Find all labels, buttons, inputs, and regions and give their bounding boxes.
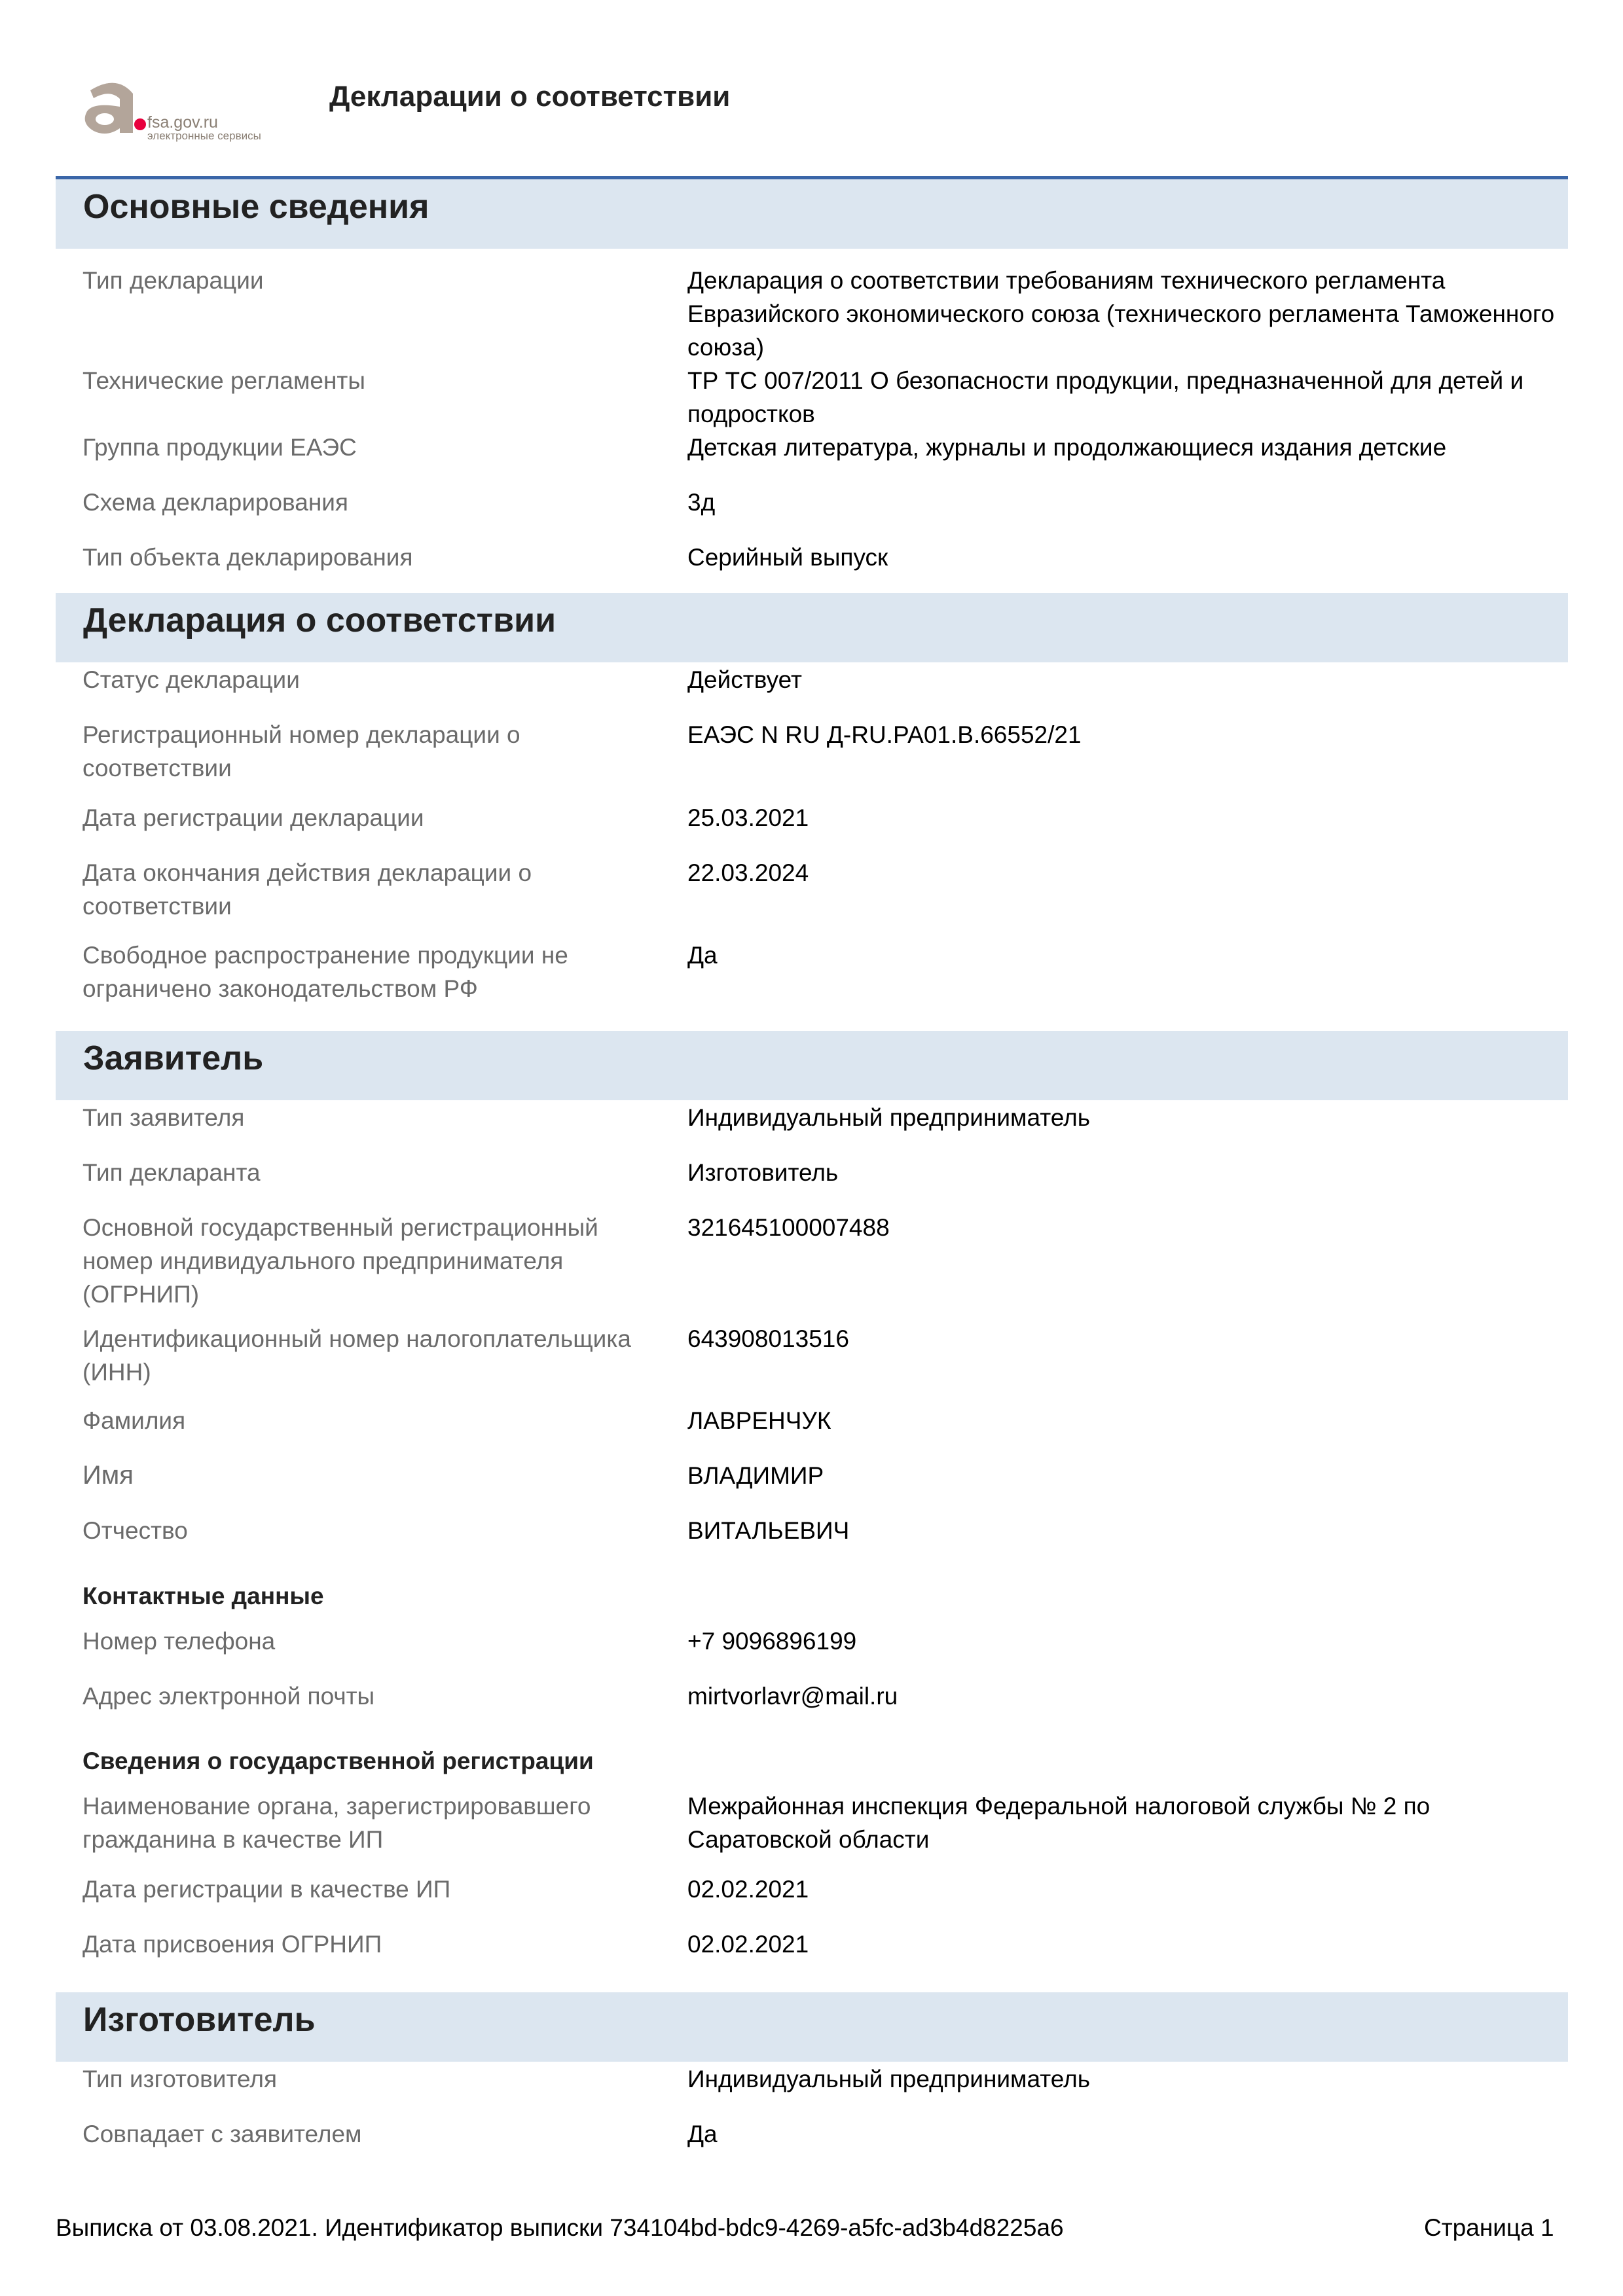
field-label: Наименование органа, зарегистрировавшего гражданина в качестве ИП <box>82 1793 591 1853</box>
field-label: Группа продукции ЕАЭС <box>82 434 357 461</box>
section-applicant-header <box>56 1031 1568 1100</box>
field-value: 643908013516 <box>687 1325 849 1352</box>
section-title: Декларация о соответствии <box>83 601 556 639</box>
field-value: ЛАВРЕНЧУК <box>687 1407 831 1434</box>
field-value: mirtvorlavr@mail.ru <box>687 1683 898 1710</box>
field-value: 25.03.2021 <box>687 804 809 831</box>
field-value: ЕАЭС N RU Д-RU.РА01.В.66552/21 <box>687 721 1082 748</box>
contacts-subheading: Контактные данные <box>82 1583 324 1609</box>
field-label: Дата окончания действия декларации о соответствии <box>82 859 532 920</box>
field-label: Совпадает с заявителем <box>82 2121 362 2147</box>
field-label: Номер телефона <box>82 1628 276 1655</box>
section-basic-header <box>56 179 1568 249</box>
field-value: Декларация о соответствии требованиям технического регламента Евразийского экономического союза (технического регламента Таможенного союза) <box>687 267 1555 361</box>
field-label: Регистрационный номер декларации о соответствии <box>82 721 520 781</box>
field-value: +7 9096896199 <box>687 1628 857 1655</box>
field-value: Индивидуальный предприниматель <box>687 1104 1090 1131</box>
field-value: Изготовитель <box>687 1159 839 1186</box>
field-label: Имя <box>82 1461 134 1490</box>
section-declaration-header <box>56 593 1568 662</box>
section-title: Заявитель <box>83 1039 264 1077</box>
field-value: ТР ТС 007/2011 О безопасности продукции, предназначенной для детей и подростков <box>687 367 1524 427</box>
section-title: Основные сведения <box>83 188 429 226</box>
field-label: Статус декларации <box>82 666 300 693</box>
logo-subtitle-text: электронные сервисы <box>147 130 261 142</box>
field-value: 3д <box>687 489 716 516</box>
field-value: 02.02.2021 <box>687 1876 809 1903</box>
registration-subheading: Сведения о государственной регистрации <box>82 1748 594 1774</box>
field-label: Тип заявителя <box>82 1104 245 1131</box>
field-value: Серийный выпуск <box>687 544 888 571</box>
page-number: Страница 1 <box>1424 2214 1554 2241</box>
field-value: Межрайонная инспекция Федеральной налоговой службы № 2 по Саратовской области <box>687 1793 1431 1853</box>
page-title: Декларации о соответствии <box>329 81 731 113</box>
field-label: Отчество <box>82 1517 188 1544</box>
logo-site-text: fsa.gov.ru <box>147 113 218 132</box>
field-label: Тип объекта декларирования <box>82 544 413 571</box>
field-label: Дата регистрации в качестве ИП <box>82 1876 451 1903</box>
field-label: Дата присвоения ОГРНИП <box>82 1931 382 1958</box>
field-value: 22.03.2024 <box>687 859 809 886</box>
field-value: Индивидуальный предприниматель <box>687 2066 1090 2092</box>
section-title: Изготовитель <box>83 2001 316 2039</box>
field-label: Дата регистрации декларации <box>82 804 424 831</box>
field-label: Тип декларации <box>82 267 264 294</box>
field-label: Адрес электронной почты <box>82 1683 375 1710</box>
field-value: Да <box>687 942 718 969</box>
field-value: Детская литература, журналы и продолжающиеся издания детские <box>687 434 1447 461</box>
extract-info: Выписка от 03.08.2021. Идентификатор выписки 734104bd-bdc9-4269-a5fc-ad3b4d8225a6 <box>56 2214 1064 2241</box>
field-label: Тип декларанта <box>82 1159 261 1186</box>
field-label: Основной государственный регистрационный номер индивидуального предпринимателя (ОГРНИП) <box>82 1214 598 1308</box>
field-label: Идентификационный номер налогоплательщика (ИНН) <box>82 1325 631 1386</box>
section-manufacturer-header <box>56 1992 1568 2062</box>
field-value: 02.02.2021 <box>687 1931 809 1958</box>
field-value: Действует <box>687 666 802 693</box>
field-value: Да <box>687 2121 718 2147</box>
field-label: Свободное распространение продукции не ограничено законодательством РФ <box>82 942 568 1002</box>
field-label: Схема декларирования <box>82 489 348 516</box>
field-label: Фамилия <box>82 1407 186 1434</box>
field-value: 321645100007488 <box>687 1214 890 1241</box>
field-label: Технические регламенты <box>82 367 365 394</box>
field-value: ВИТАЛЬЕВИЧ <box>687 1517 850 1544</box>
field-label: Тип изготовителя <box>82 2066 277 2092</box>
field-value: ВЛАДИМИР <box>687 1462 824 1489</box>
